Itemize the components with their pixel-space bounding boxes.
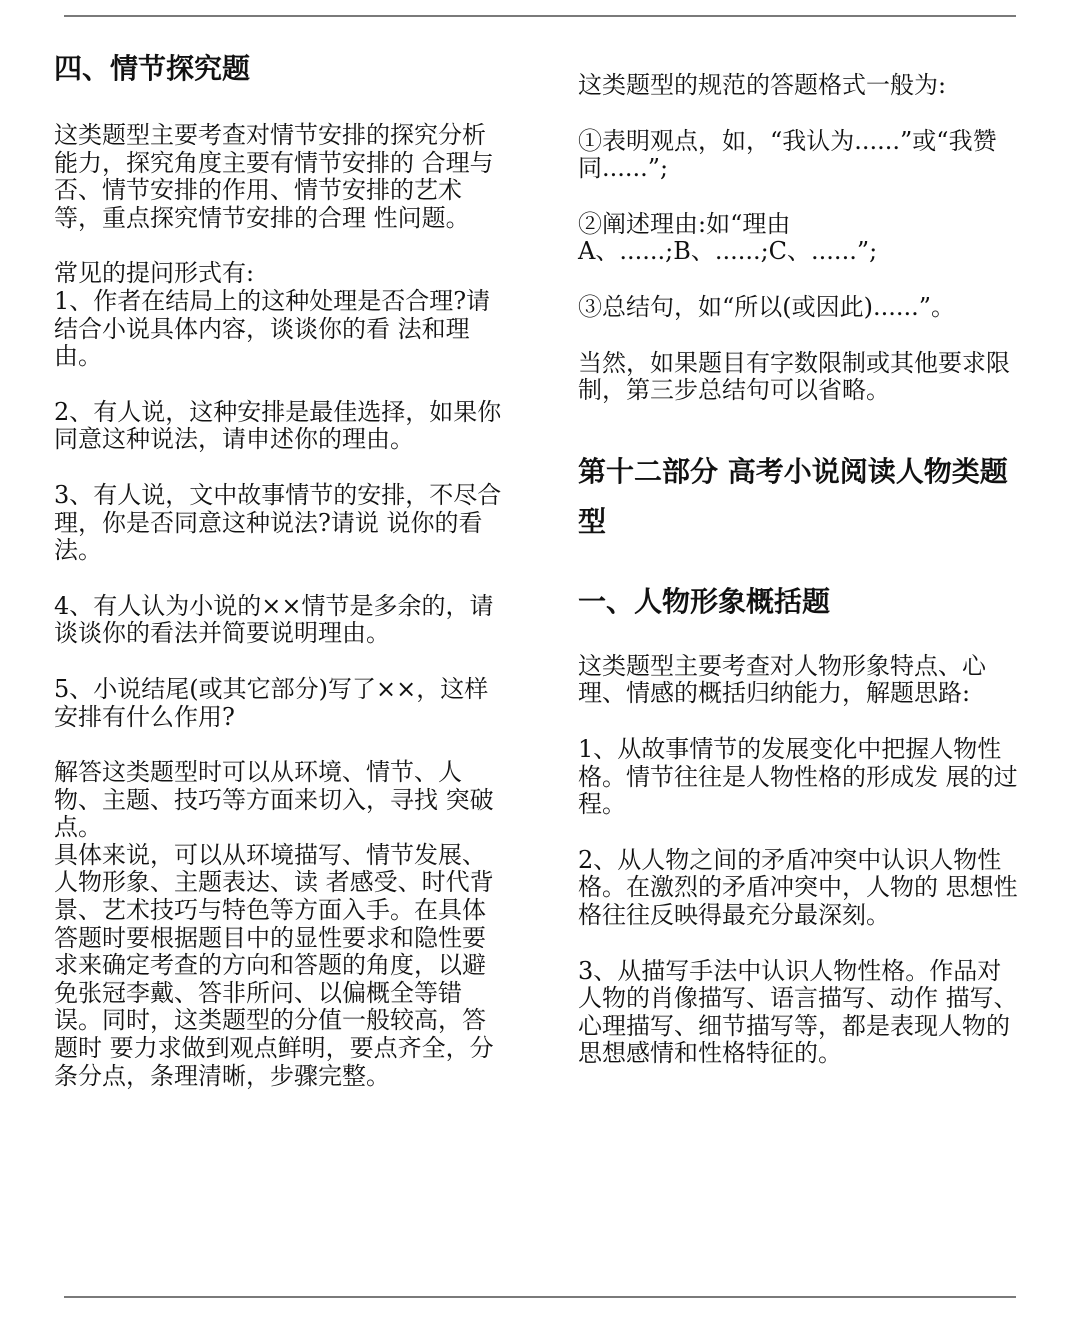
paragraph: 3、有人说，文中故事情节的安排，不尽合理，你是否同意这种说法?请说 说你的看法。 (54, 480, 502, 565)
paragraph: ①表明观点，如，“我认为......”或“我赞同......”; (578, 126, 997, 183)
bottom-rule (64, 1296, 1016, 1298)
paragraph: ③总结句，如“所以(或因此)......”。 (578, 292, 956, 321)
paragraph: 4、有人认为小说的××情节是多余的，请谈谈你的看法并简要说明理由。 (54, 591, 494, 648)
right-column (578, 44, 1023, 1068)
paragraph: 3、从描写手法中认识人物性格。作品对人物的肖像描写、语言描写、动作 描写、心理描写、细节描写等，都是表现人物的思想感情和性格特征的。 (578, 956, 1018, 1068)
paragraph: 这类题型主要考查对情节安排的探究分析能力，探究角度主要有情节安排的 合理与否、情节安排的作用、情节安排的艺术等，重点探究情节安排的合理 性问题。 (54, 121, 494, 232)
paragraph: 2、从人物之间的矛盾冲突中认识人物性格。在激烈的矛盾冲突中，人物的 思想性格往往反映得最充分最深刻。 (578, 845, 1018, 929)
top-rule (64, 15, 1016, 17)
paragraph: 这类题型主要考查对人物形象特点、心理、情感的概括归纳能力，解题思路: (578, 651, 986, 708)
paragraph: 2、有人说，这种安排是最佳选择，如果你同意这种说法，请申述你的理由。 (54, 397, 502, 454)
left-column (54, 44, 504, 1090)
paragraph: ②阐述理由:如“理由 A、......;B、......;C、......”; (578, 209, 878, 266)
paragraph: 当然，如果题目有字数限制或其他要求限制，第三步总结句可以省略。 (578, 348, 1010, 405)
paragraph: 常见的提问形式有: 1、作者在结局上的这种处理是否合理?请结合小说具体内容，谈谈你的看 法和理由。 (54, 259, 491, 371)
paragraph: 解答这类题型时可以从环境、情节、人物、主题、技巧等方面来切入，寻找 突破点。 具体来说，可以从环境描写、情节发展、人物形象、主题表达、读 者感受、时代背景、艺术技巧与特色等方面入手。在具体答题时要根据题目中的显性要求和隐性要求来确定考查的方向和答题的角度，以避免张冠李戴、答非所问、以偏概全等错误。同时，这类题型的分值一般较高，答题时 要力求做到观点鲜明，要点齐全，分条分点，条理清晰，步骤完整。 (54, 758, 494, 1090)
paragraph: 1、从故事情节的发展变化中把握人物性格。情节往往是人物性格的形成发 展的过程。 (578, 734, 1018, 819)
paragraph: 5、小说结尾(或其它部分)写了××，这样安排有什么作用? (54, 674, 489, 731)
section-heading-character: 一、人物形象概括题 (578, 584, 831, 618)
section-heading-plot: 四、情节探究题 (54, 52, 251, 85)
paragraph: 这类题型的规范的答题格式一般为: (578, 71, 947, 99)
part-heading: 第十二部分 高考小说阅读人物类题型 (578, 454, 1008, 538)
